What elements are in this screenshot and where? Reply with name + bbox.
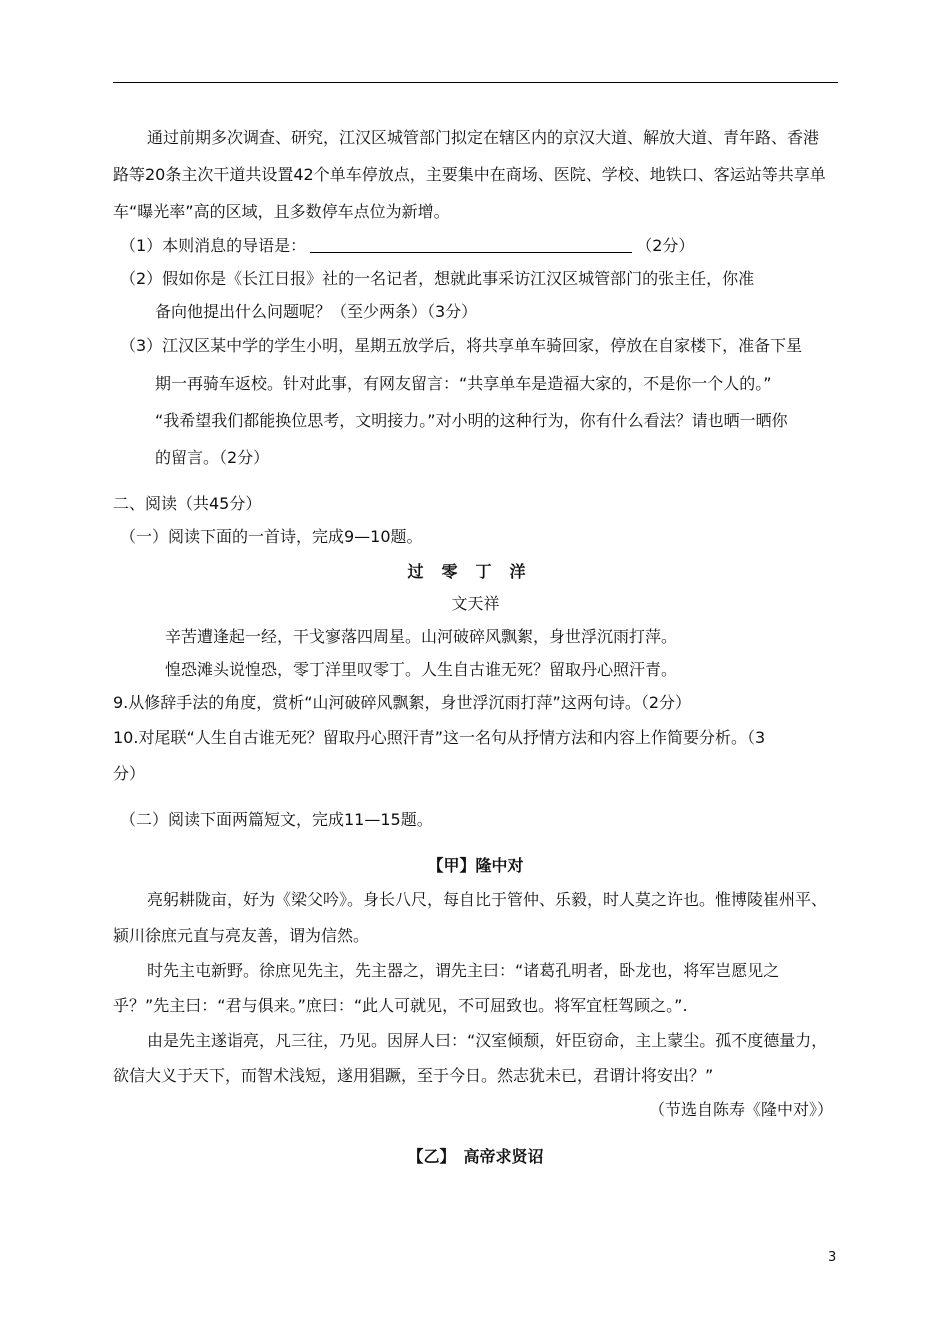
section-heading: 二、阅读（共45分）: [113, 494, 262, 513]
passage-line: 乎？”先主曰：“君与俱来。”庶曰：“此人可就见，不可屈致也。将军宜枉驾顾之。”.: [113, 996, 688, 1015]
passage-jia-title: 【甲】隆中对: [427, 856, 524, 875]
passage-line: 欲信大义于天下，而智术浅短，遂用猖蹶，至于今日。然志犹未已，君谓计将安出？”: [113, 1066, 714, 1085]
question-1-text: （1）本则消息的导语是：: [120, 236, 307, 255]
paragraph-line: 路等20条主次干道共设置42个单车停放点，主要集中在商场、医院、学校、地铁口、客运站等共享单: [113, 165, 826, 184]
passage-line: 由是先主遂诣亮，凡三往，乃见。因屏人曰：“汉室倾颓，奸臣窃命，主上蒙尘。孤不度德量力，: [147, 1031, 828, 1050]
passage-source: （节选自陈寿《隆中对》）: [648, 1100, 833, 1119]
poem-line: 辛苦遭逢起一经，干戈寥落四周星。山河破碎风飘絮，身世浮沉雨打萍。: [165, 627, 678, 646]
question-10-line: 10.对尾联“人生自古谁无死？留取丹心照汗青”这一名句从抒情方法和内容上作简要分析。（3: [113, 728, 766, 747]
answer-blank: [310, 237, 632, 253]
poem-author: 文天祥: [451, 594, 500, 613]
question-2-line: （2）假如你是《长江日报》社的一名记者，想就此事采访江汉区城管部门的张主任，你准: [120, 269, 755, 288]
question-1-score: （2分）: [636, 236, 695, 255]
paragraph-line: 通过前期多次调查、研究，江汉区城管部门拟定在辖区内的京汉大道、解放大道、青年路、香港: [147, 128, 820, 147]
poem-line: 惶恐滩头说惶恐，零丁洋里叹零丁。人生自古谁无死？留取丹心照汗青。: [165, 660, 678, 679]
question-3-line: （3）江汉区某中学的学生小明，星期五放学后，将共享单车骑回家，停放在自家楼下，准备下星: [120, 336, 803, 355]
question-3-line: 期一再骑车返校。针对此事，有网友留言：“共享单车是造福大家的，不是你一个人的。”: [155, 374, 772, 393]
part-heading: （二）阅读下面两篇短文，完成11—15题。: [120, 810, 433, 829]
passage-line: 时先主屯新野。徐庶见先主，先主器之，谓先主曰：“诸葛孔明者，卧龙也，将军岂愿见之: [147, 961, 780, 980]
question-2-line: 备向他提出什么问题呢？（至少两条）（3分）: [155, 302, 478, 321]
question-9: 9.从修辞手法的角度，赏析“山河破碎风飘絮，身世浮沉雨打萍”这两句诗。（2分）: [113, 693, 692, 712]
question-3-line: 的留言。（2分）: [155, 448, 270, 467]
question-10-line: 分）: [113, 764, 146, 783]
question-1: [120, 236, 860, 256]
passage-line: 亮躬耕陇亩，好为《梁父吟》。身长八尺，每自比于管仲、乐毅，时人莫之许也。惟博陵崔州平、: [147, 890, 828, 909]
part-heading: （一）阅读下面的一首诗，完成9—10题。: [120, 527, 423, 546]
paragraph-line: 车“曝光率”高的区域，且多数停车点位为新增。: [113, 202, 450, 221]
page-number: 3: [828, 1250, 837, 1265]
question-3-line: “我希望我们都能换位思考，文明接力。”对小明的这种行为，你有什么看法？请也晒一晒你: [155, 411, 788, 430]
passage-yi-title: 【乙】 高帝求贤诏: [407, 1147, 544, 1166]
poem-title: 过零丁洋: [407, 562, 544, 581]
passage-line: 颍川徐庶元直与亮友善，谓为信然。: [113, 926, 370, 945]
header-rule: [113, 82, 838, 83]
